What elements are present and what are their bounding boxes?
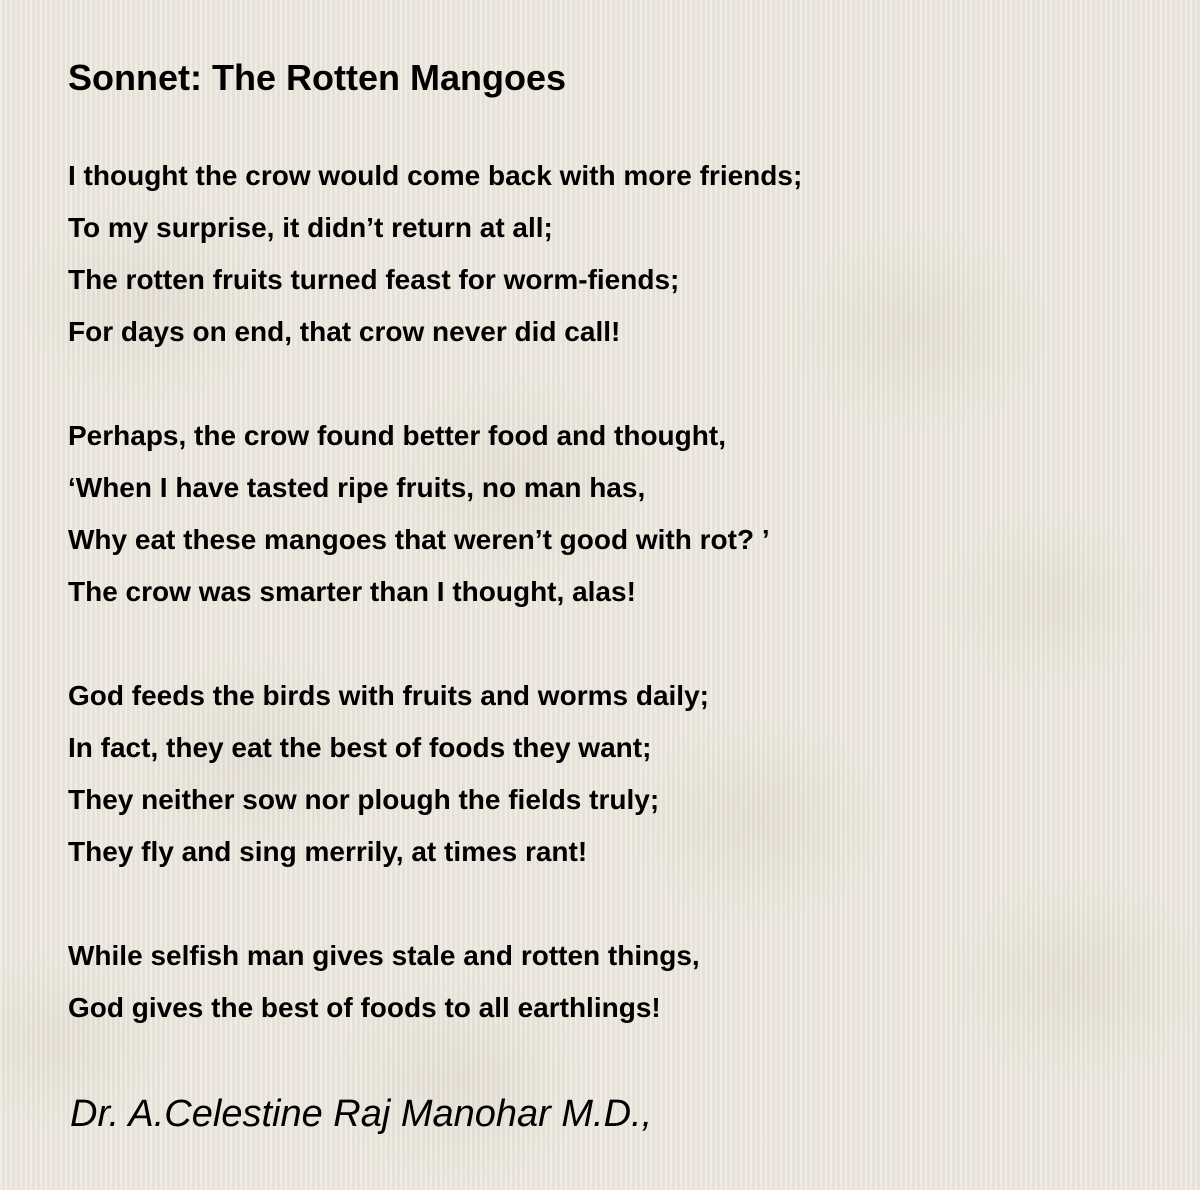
poem-line: The crow was smarter than I thought, alas! [68, 576, 636, 607]
poem-line: ‘When I have tasted ripe fruits, no man has, [68, 472, 646, 503]
stanza-4 [68, 930, 802, 1034]
poem-line: They fly and sing merrily, at times rant! [68, 836, 588, 867]
poem-line: God gives the best of foods to all earthlings! [68, 992, 661, 1023]
poem-title: Sonnet: The Rotten Mangoes [68, 57, 566, 98]
poem-line: They neither sow nor plough the fields truly; [68, 784, 660, 815]
poem-line: Why eat these mangoes that weren’t good with rot? ’ [68, 524, 770, 555]
stanza-3 [68, 670, 802, 878]
poem-line: Perhaps, the crow found better food and thought, [68, 420, 726, 451]
poem-line: God feeds the birds with fruits and worms daily; [68, 680, 709, 711]
poem-body [68, 150, 802, 1086]
poem-line: For days on end, that crow never did call! [68, 316, 621, 347]
poem-author: Dr. A.Celestine Raj Manohar M.D., [70, 1093, 653, 1135]
poem-line: While selfish man gives stale and rotten things, [68, 940, 700, 971]
stanza-1 [68, 150, 802, 358]
poem-line: The rotten fruits turned feast for worm-fiends; [68, 264, 680, 295]
stanza-2 [68, 410, 802, 618]
poem-line: To my surprise, it didn’t return at all; [68, 212, 553, 243]
poem-line: In fact, they eat the best of foods they want; [68, 732, 652, 763]
poem-line: I thought the crow would come back with more friends; [68, 160, 803, 191]
